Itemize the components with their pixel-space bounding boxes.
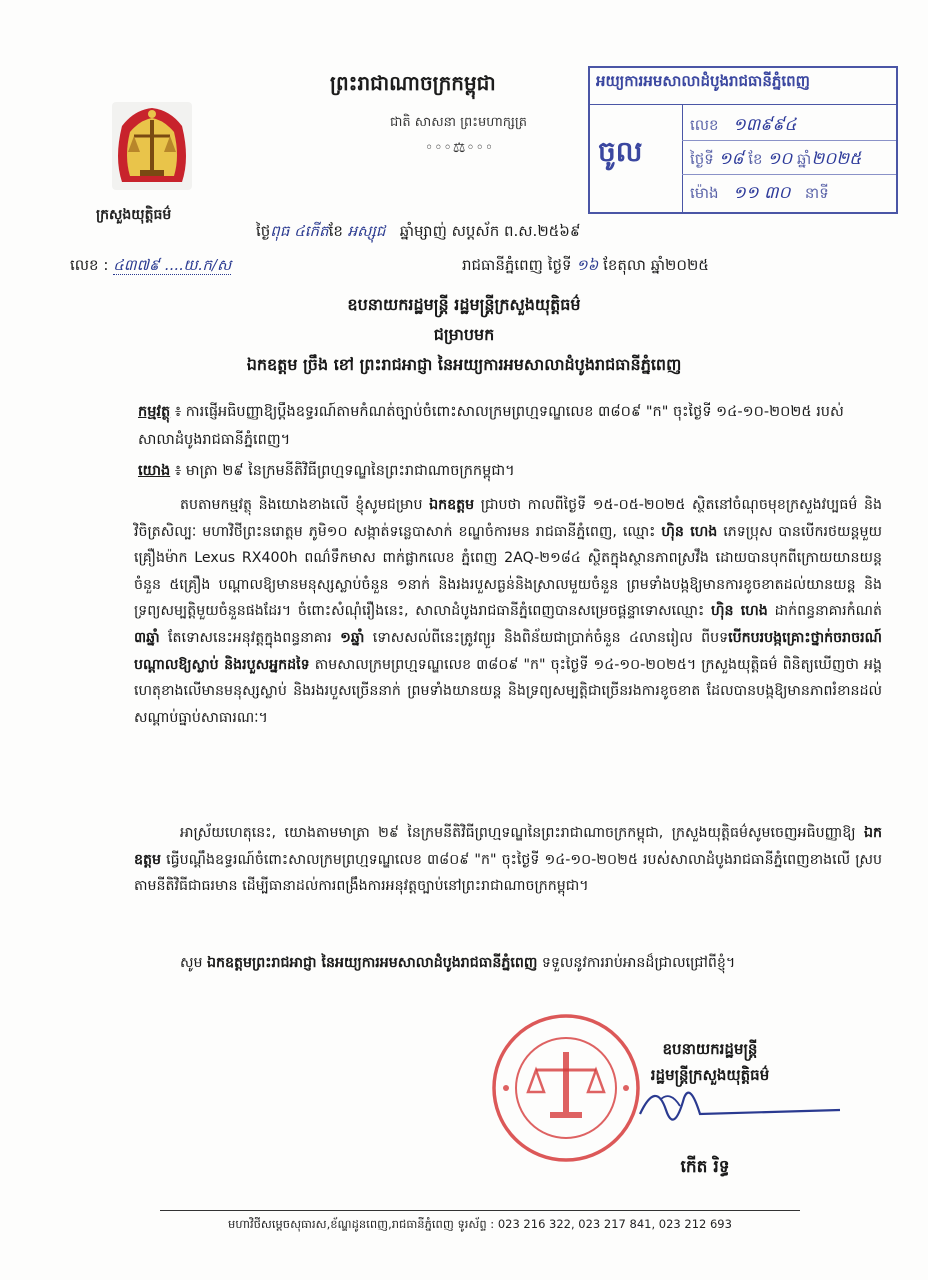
stamp-time-row: ម៉ោង ១១ ៣០ នាទី: [690, 183, 829, 203]
reference-text: ៖ មាត្រា ២៩ នៃក្រមនីតិវិធីព្រហ្មទណ្ឌនៃព្រះរាជាណាចក្រកម្ពុជា។: [170, 463, 515, 479]
recipient-title: ឯកឧត្តម ច្រឹង ខៅ ព្រះរាជអាជ្ញា នៃអយ្យការអមសាលាដំបូងរាជធានីភ្នំពេញ: [246, 355, 682, 374]
handwritten-signature-icon: [600, 1070, 860, 1140]
sender-title: ឧបនាយករដ្ឋមន្ត្រី រដ្ឋមន្ត្រីក្រសួងយុត្តិធម៌: [347, 295, 581, 314]
ministry-name: ក្រសួងយុត្តិធម៌: [96, 207, 172, 223]
kingdom-title: ព្រះរាជាណាចក្រកម្ពុជា: [330, 71, 496, 95]
signatory-title-1: ឧបនាយករដ្ឋមន្ត្រី: [662, 1040, 758, 1058]
salutation: ជម្រាបមក: [433, 325, 495, 344]
footer-address: មហាវិថីសម្តេចសុធារស,ខ័ណ្ឌដូនពេញ,រាជធានីភ្នំពេញ ទូរស័ព្ទ : 023 216 322, 023 217 841, 023 212 693: [228, 1217, 732, 1231]
body-paragraph-2: អាស្រ័យហេតុនេះ, យោងតាមមាត្រា ២៩ នៃក្រមនីតិវិធីព្រហ្មទណ្ឌនៃព្រះរាជាណាចក្រកម្ពុជា, ក្រសួងយុត្តិធម៌សូមចេញអធិបញ្ញាឱ្យ ឯកឧត្តម ធ្វើបណ្តឹងឧទ្ធរណ៍ចំពោះសាលក្រមព្រហ្មទណ្ឌលេខ ៣៨០៩ "ក" ចុះថ្ងៃទី ១៤-១០-២០២៥ របស់សាលាដំបូងរាជធានីភ្នំពេញខាងលើ ស្របតាមនីតិវិធីជាធរមាន ដើម្បីធានាដល់ការពង្រឹងការអនុវត្តច្បាប់នៅព្រះរាជាណាចក្រកម្ពុជា។: [134, 825, 882, 895]
stamp-label: ចូល: [598, 135, 643, 168]
signatory-title-2: រដ្ឋមន្ត្រីក្រសួងយុត្តិធម៌: [650, 1066, 770, 1084]
ministry-emblem-icon: [104, 98, 200, 194]
signatory-name: កើត រិទ្ធ: [680, 1157, 730, 1177]
subject-line: [138, 398, 878, 454]
lunar-date: ថ្ងៃពុធ ៤កើតខែ អស្សុជ ឆ្នាំម្សាញ់ សប្តស័ក ព.ស.២៥៦៩: [256, 222, 581, 240]
stamp-title: អយ្យការអមសាលាដំបូងរាជធានីភ្នំពេញ: [596, 72, 810, 90]
reference-number: លេខ : ៤៣៧៩ ....យ.ក/ស: [70, 256, 232, 274]
reference-label: យោង: [138, 463, 171, 479]
header-ornament-icon: ◦◦◦⚖◦◦◦: [425, 140, 495, 156]
footer-divider: [160, 1210, 800, 1211]
stamp-date-row: ថ្ងៃទី ១៨ ខែ ១០ ឆ្នាំ២០២៥: [690, 149, 862, 169]
solar-date: រាជធានីភ្នំពេញ ថ្ងៃទី ១៦ ខែតុលា ឆ្នាំ២០២៥: [462, 256, 709, 274]
body-paragraph-3: សូម ឯកឧត្តមព្រះរាជអាជ្ញា នៃអយ្យការអមសាលាដំបូងរាជធានីភ្នំពេញ ទទួលនូវការរាប់អានដ៏ជ្រាលជ្រៅពីខ្ញុំ។: [180, 955, 736, 971]
body-paragraph-1: តបតាមកម្មវត្ថុ និងយោងខាងលើ ខ្ញុំសូមជម្រាប ឯកឧត្តម ជ្រាបថា កាលពីថ្ងៃទី ១៥-០៥-២០២៥ ស្ថិតនៅចំណុចមុខក្រសួងវប្បធម៌ និងវិចិត្រសិល្បៈ មហាវិថីព្រះនរោត្តម ភូមិ១០ សង្កាត់ទន្លេបាសាក់ ខណ្ឌចំការមន រាជធានីភ្នំពេញ, ឈ្មោះ ហ៊ិន ហេង ភេទប្រុស បានបើករថយន្តមួយគ្រឿងម៉ាក Lexus RX400h ពណ៌ទឹកមាស ពាក់ផ្លាកលេខ ភ្នំពេញ 2AQ-២១៨៤ ស្ថិតក្នុងស្ថានភាពស្រវឹង ដោយបានបុកពីក្រោយយានយន្តចំនួន ៥គ្រឿង បណ្តាលឱ្យមានមនុស្សស្លាប់ចំនួន ១នាក់ និងរងរបួសធ្ងន់និងស្រាលមួយចំនួន ព្រមទាំងបង្កឱ្យមានការខូចខាតដល់យានយន្ត និងទ្រព្យសម្បត្តិមួយចំនួនផងដែរ។ ចំពោះសំណុំរឿងនេះ, សាលាដំបូងរាជធានីភ្នំពេញបានសម្រេចផ្តន្ទាទោសឈ្មោះ ហ៊ិន ហេង ដាក់ពន្ធនាគារកំណត់ ៣ឆ្នាំ តែទោសនេះអនុវត្តក្នុងពន្ធនាគារ ១ឆ្នាំ ទោសសល់ពីនេះត្រូវព្យួរ និងពិន័យជាប្រាក់ចំនួន ៤លានរៀល ពីបទបើកបរបង្កគ្រោះថ្នាក់ចរាចរណ៍ បណ្តាលឱ្យស្លាប់ និងរបួសអ្នកដទៃ តាមសាលក្រមព្រហ្មទណ្ឌលេខ ៣៨០៩ "ក" ចុះថ្ងៃទី ១៤-១០-២០២៥។ ក្រសួងយុត្តិធម៌ ពិនិត្យឃើញថា អង្គហេតុខាងលើមានមនុស្សស្លាប់ និងរងរបួសច្រើននាក់ ព្រមទាំងយានយន្ត និងទ្រព្យសម្បត្តិជាច្រើនរងការខូចខាត ដែលបានបង្កឱ្យមានភាពរំខានដល់សណ្តាប់ធ្នាប់សាធារណៈ។: [134, 497, 882, 726]
subject-text: ៖ ការផ្ញើអធិបញ្ញាឱ្យប្តឹងឧទ្ធរណ៍តាមកំណត់ច្បាប់ចំពោះសាលក្រមព្រហ្មទណ្ឌលេខ ៣៨០៩ "ក" ចុះថ្ងៃទី ១៤-១០-២០២៥ របស់សាលាដំបូងរាជធានីភ្នំពេញ។: [138, 404, 844, 448]
reference-line: [138, 462, 878, 483]
subject-label: កម្មវត្ថុ: [138, 404, 171, 420]
stamp-number-row: លេខ ១៣៩៩៤: [690, 115, 797, 135]
national-motto: ជាតិ សាសនា ព្រះមហាក្សត្រ: [390, 115, 527, 130]
received-stamp: [588, 66, 898, 214]
